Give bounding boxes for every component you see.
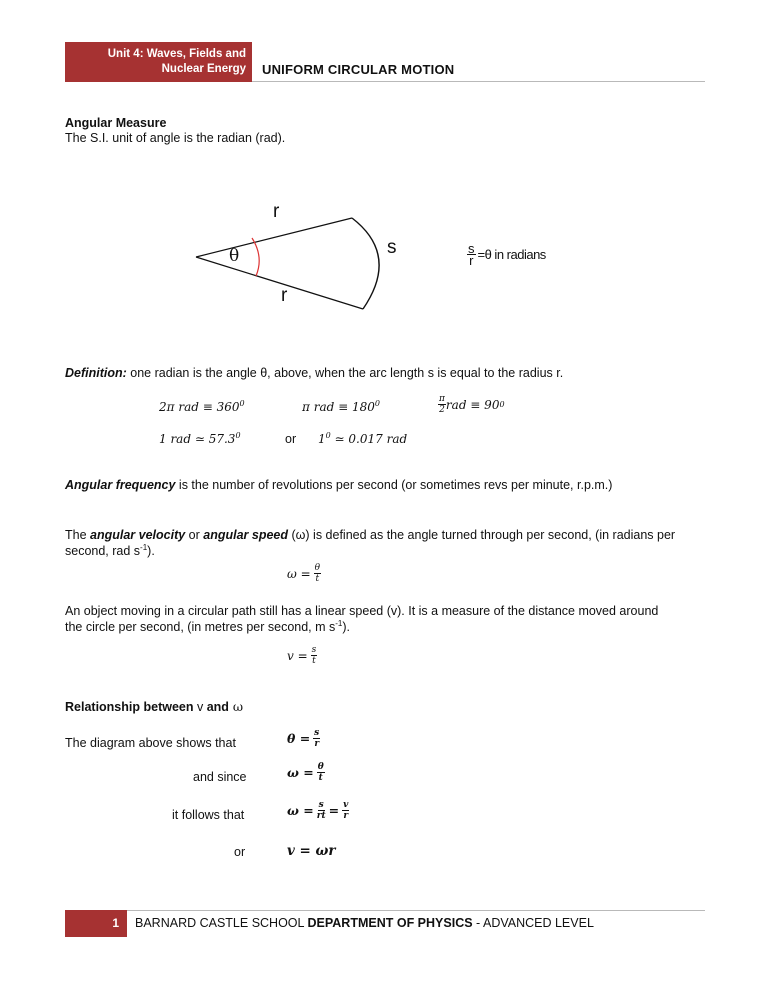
label-r-bottom: r: [281, 285, 288, 306]
definition-text: one radian is the angle θ, above, when the arc length s is equal to the radius r.: [126, 366, 564, 380]
angular-measure-heading: Angular Measure: [65, 116, 167, 130]
omega-v-equation: ω = $\frac{s}{rt}$ = $\frac{v}{r}$: [287, 800, 349, 821]
relationship-row1-label: The diagram above shows that: [65, 736, 236, 750]
v-omega-r-equation: v = ωr: [287, 843, 336, 859]
formula-rest: =θ in radians: [477, 247, 546, 262]
conversion-pi: π rad ≡ $180^0$: [302, 399, 380, 414]
relationship-row4-label: or: [234, 845, 246, 859]
relationship-heading: Relationship between v and ω: [65, 699, 244, 714]
angular-velocity-line2: second, rad $s^{-1}$).: [65, 543, 155, 559]
sector-arc: [352, 218, 379, 309]
conversion-one-rad: 1 rad ≃ 57.3$^0$: [159, 431, 241, 446]
footer-rule: [127, 910, 705, 911]
label-s: s: [387, 237, 397, 258]
conversion-pi-half: $\frac{\pi}{2}$ rad ≡ 90 0: [439, 394, 505, 415]
angular-frequency-term: Angular frequency: [65, 478, 176, 492]
angular-velocity-line1: The angular velocity or angular speed (ω) is defined as the angle turned through per second, (in radians per: [65, 528, 676, 542]
angular-frequency: Angular frequency is the number of revolutions per second (or sometimes revs per minute, r.p.m.): [65, 478, 613, 492]
definition-label: Definition:: [65, 366, 127, 380]
formula-numerator: s: [468, 241, 475, 256]
v-equation: v = $\frac{s}{t}$: [287, 645, 317, 666]
omega-theta-equation: ω = $\frac{\theta}{t}$: [287, 762, 324, 783]
unit-label-box: [65, 42, 252, 82]
unit-label-line2: Nuclear Energy: [161, 63, 246, 75]
footer-text: BARNARD CASTLE SCHOOL DEPARTMENT OF PHYSICS - ADVANCED LEVEL: [135, 916, 594, 930]
conversion-or: or: [285, 432, 297, 446]
theta-equation: θ = $\frac{s}{r}$: [287, 728, 320, 749]
unit-label-line1: Unit 4: Waves, Fields and: [107, 48, 246, 60]
header-rule: [252, 81, 705, 82]
relationship-row2-label: and since: [193, 770, 247, 784]
linear-speed-line2: the circle per second, (in metres per second, m $s^{-1}$).: [65, 619, 351, 635]
definition: [65, 366, 563, 380]
sector-radius-bottom: [196, 257, 363, 309]
page-number: 1: [65, 910, 127, 937]
angle-arc: [252, 238, 259, 276]
relationship-row3-label: it follows that: [172, 808, 245, 822]
formula-denominator: r: [469, 253, 474, 268]
conversion-one-degree: $1^0$ ≃ 0.017 rad: [318, 431, 408, 446]
radian-formula: [467, 243, 546, 266]
label-theta: θ: [229, 246, 240, 266]
linear-speed-line1: An object moving in a circular path still has a linear speed (v). It is a measure of the distance moved around: [65, 604, 659, 618]
omega-equation: ω = $\frac{\theta}{t}$: [287, 563, 321, 584]
label-r-top: r: [273, 201, 280, 222]
sector-radius-top: [196, 218, 352, 257]
page-title: UNIFORM CIRCULAR MOTION: [262, 62, 455, 77]
conversion-2pi: 2π rad ≡ $360^0$: [159, 399, 245, 414]
angular-measure-text: The S.I. unit of angle is the radian (rad).: [65, 131, 286, 145]
